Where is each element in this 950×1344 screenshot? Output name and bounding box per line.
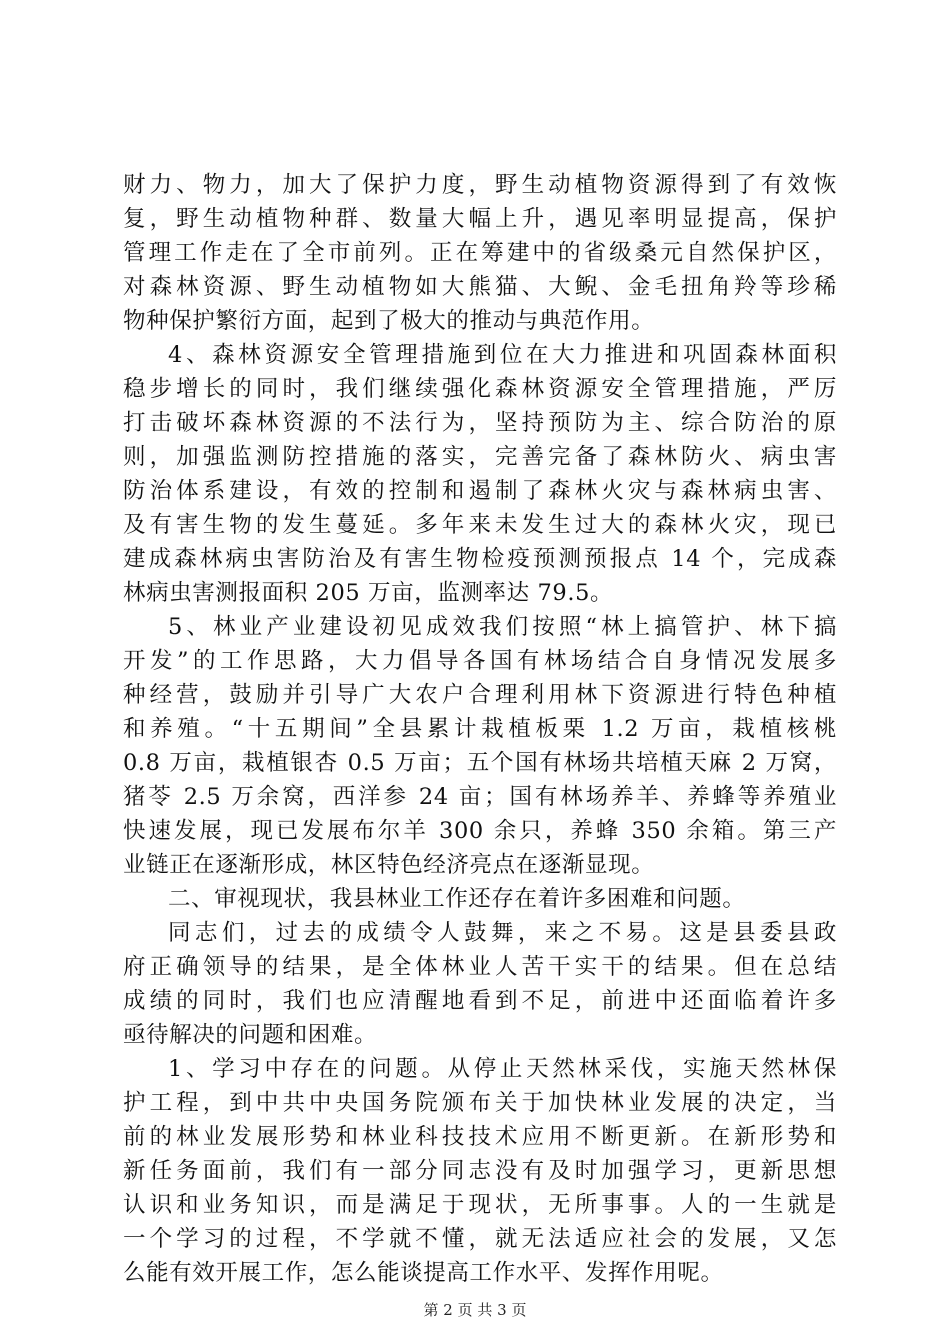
text-line: 财力、物力，加大了保护力度，野生动植物资源得到了有效恢 [123, 172, 837, 198]
text-line: 稳步增长的同时，我们继续强化森林资源安全管理措施，严厉 [123, 376, 837, 402]
text-line: 认识和业务知识，而是满足于现状，无所事事。人的一生就是 [123, 1192, 837, 1218]
document-body [123, 168, 837, 1290]
text-line: 1、学习中存在的问题。从停止天然林采伐，实施天然林保 [168, 1056, 837, 1082]
text-line: 管理工作走在了全市前列。正在筹建中的省级桑元自然保护区， [123, 240, 837, 266]
text-line: 林病虫害测报面积 205 万亩，监测率达 79.5。 [123, 580, 614, 606]
text-line: 快速发展，现已发展布尔羊 300 余只，养蜂 350 余箱。第三产 [123, 818, 837, 844]
text-line: 府正确领导的结果，是全体林业人苦干实干的结果。但在总结 [123, 954, 837, 980]
text-line: 亟待解决的问题和困难。 [123, 1022, 378, 1048]
text-line: 复，野生动植物种群、数量大幅上升，遇见率明显提高，保护 [123, 206, 837, 232]
text-line: 二、审视现状，我县林业工作还存在着许多困难和问题。 [168, 886, 746, 912]
text-line: 物种保护繁衍方面，起到了极大的推动与典范作用。 [123, 308, 655, 334]
text-line: 则，加强监测防控措施的落实，完善完备了森林防火、病虫害 [123, 444, 837, 470]
text-line: 一个学习的过程，不学就不懂，就无法适应社会的发展，又怎 [123, 1226, 837, 1252]
text-line: 0.8 万亩，栽植银杏 0.5 万亩；五个国有林场共培植天麻 2 万窝， [123, 750, 837, 776]
text-line: 对森林资源、野生动植物如大熊猫、大鲵、金毛扭角羚等珍稀 [123, 274, 837, 300]
text-line: 同志们，过去的成绩令人鼓舞，来之不易。这是县委县政 [168, 920, 837, 946]
text-line: 新任务面前，我们有一部分同志没有及时加强学习，更新思想 [123, 1158, 837, 1184]
text-line: 4、森林资源安全管理措施到位在大力推进和巩固森林面积 [168, 342, 837, 368]
text-line: 么能有效开展工作，怎么能谈提高工作水平、发挥作用呢。 [123, 1260, 724, 1286]
text-line: 建成森林病虫害防治及有害生物检疫预测预报点 14 个，完成森 [123, 546, 837, 572]
text-line: 5、林业产业建设初见成效我们按照“林上搞管护、林下搞 [168, 614, 837, 640]
text-line: 打击破坏森林资源的不法行为，坚持预防为主、综合防治的原 [123, 410, 837, 436]
text-line: 前的林业发展形势和林业科技技术应用不断更新。在新形势和 [123, 1124, 837, 1150]
text-line: 猪苓 2.5 万余窝，西洋参 24 亩；国有林场养羊、养蜂等养殖业 [123, 784, 837, 810]
text-line: 业链正在逐渐形成，林区特色经济亮点在逐渐显现。 [123, 852, 655, 878]
text-line: 和养殖。“十五期间”全县累计栽植板栗 1.2 万亩，栽植核桃 [123, 716, 837, 742]
text-line: 防治体系建设，有效的控制和遏制了森林火灾与森林病虫害、 [123, 478, 837, 504]
text-line: 及有害生物的发生蔓延。多年来未发生过大的森林火灾，现已 [123, 512, 837, 538]
text-line: 成绩的同时，我们也应清醒地看到不足，前进中还面临着许多 [123, 988, 837, 1014]
text-line: 种经营，鼓励并引导广大农户合理利用林下资源进行特色种植 [123, 682, 837, 708]
text-line: 开发”的工作思路，大力倡导各国有林场结合自身情况发展多 [123, 648, 837, 674]
text-line: 护工程，到中共中央国务院颁布关于加快林业发展的决定，当 [123, 1090, 837, 1116]
page-footer: 第 2 页 共 3 页 [423, 1301, 527, 1319]
